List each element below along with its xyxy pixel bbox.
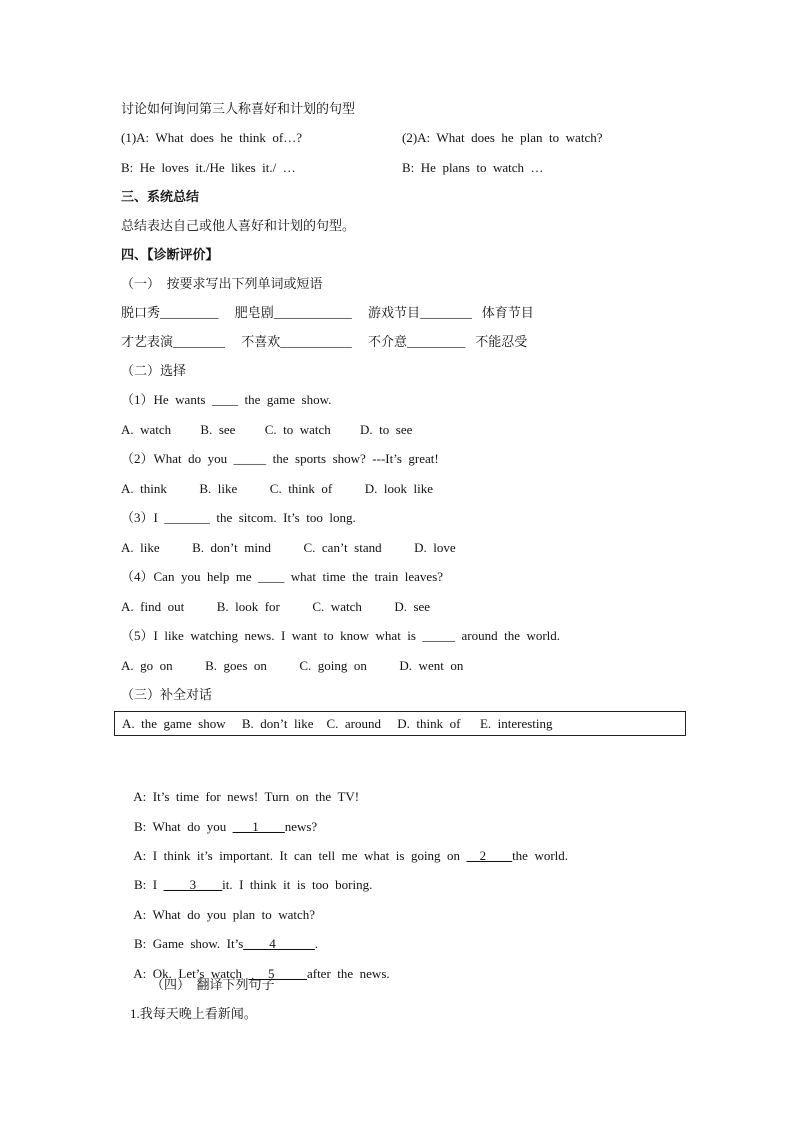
dialog-line-7-end: after the news. bbox=[306, 966, 390, 981]
choice-question-5: （5）I like watching news. I want to know what is _____ around the world. bbox=[121, 628, 561, 643]
part-2-title: （二）选择 bbox=[121, 363, 187, 378]
vocab-row-2: 才艺表演________ 不喜欢___________ 不介意_________ 不能忍受 bbox=[121, 334, 528, 349]
dialog-blank-3: ____3____ bbox=[163, 877, 223, 892]
dialog-line-6-text: B: Game show. It’s bbox=[134, 936, 244, 951]
choice-options-3: A. like B. don’t mind C. can’t stand D. love bbox=[121, 540, 456, 555]
dialog-line-4-end: it. I think it is too boring. bbox=[222, 877, 373, 892]
section-3-title: 三、系统总结 bbox=[121, 189, 200, 204]
choice-options-1: A. watch B. see C. to watch D. to see bbox=[121, 422, 413, 437]
dialog-line-1-text: A: It’s time for news! Turn on the TV! bbox=[133, 789, 360, 804]
choice-question-1: （1）He wants ____ the game show. bbox=[121, 392, 332, 407]
word-bank-options: A. the game show B. don’t like C. around D. think of E. interesting bbox=[122, 716, 553, 731]
choice-options-2: A. think B. like C. think of D. look like bbox=[121, 481, 433, 496]
dialog-line-7-text: A: Ok. Let’s watch bbox=[133, 966, 249, 981]
dialog-blank-4: ____4______ bbox=[243, 936, 315, 951]
dialog-line-2-end: news? bbox=[284, 819, 318, 834]
pattern-2-question: (2)A: What does he plan to watch? bbox=[402, 130, 603, 145]
pattern-1-question: (1)A: What does he think of…? bbox=[121, 130, 302, 145]
dialog-blank-2: __2____ bbox=[466, 848, 513, 863]
word-bank-box bbox=[114, 711, 686, 736]
part-4-title: （四） 翻译下列句子 bbox=[151, 977, 275, 992]
dialog-blank-1: ___1____ bbox=[232, 819, 285, 834]
section-4-title: 四、【诊断评价】 bbox=[121, 247, 219, 262]
choice-options-5: A. go on B. goes on C. going on D. went on bbox=[121, 658, 464, 673]
choice-question-4: （4）Can you help me ____ what time the train leaves? bbox=[121, 569, 444, 584]
choice-question-2: （2）What do you _____ the sports show? ---It’s great! bbox=[121, 451, 439, 466]
translation-item-1: 1.我每天晚上看新闻。 bbox=[130, 1006, 257, 1021]
choice-options-4: A. find out B. look for C. watch D. see bbox=[121, 599, 431, 614]
pattern-1-answer: B: He loves it./He likes it./ … bbox=[121, 160, 296, 175]
part-3-title: （三）补全对话 bbox=[121, 687, 213, 702]
choice-question-3: （3）I _______ the sitcom. It’s too long. bbox=[121, 510, 356, 525]
vocab-row-1: 脱口秀_________ 肥皂剧____________ 游戏节目________ 体育节目 bbox=[121, 305, 534, 320]
dialog-line-2-text: B: What do you bbox=[134, 819, 233, 834]
discussion-heading: 讨论如何询问第三人称喜好和计划的句型 bbox=[121, 101, 356, 116]
dialog-line-4-text: B: I bbox=[134, 877, 164, 892]
pattern-2-answer: B: He plans to watch … bbox=[402, 160, 544, 175]
dialog-line-6-end: . bbox=[314, 936, 319, 951]
dialog-line-3-text: A: I think it’s important. It can tell me what is going on bbox=[133, 848, 467, 863]
dialog-line-3-end: the world. bbox=[512, 848, 569, 863]
section-3-text: 总结表达自己或他人喜好和计划的句型。 bbox=[121, 218, 356, 233]
dialog-blank-5: ___5_____ bbox=[248, 966, 307, 981]
dialog-line-5-text: A: What do you plan to watch? bbox=[133, 907, 316, 922]
part-1-title: （一） 按要求写出下列单词或短语 bbox=[121, 276, 323, 291]
